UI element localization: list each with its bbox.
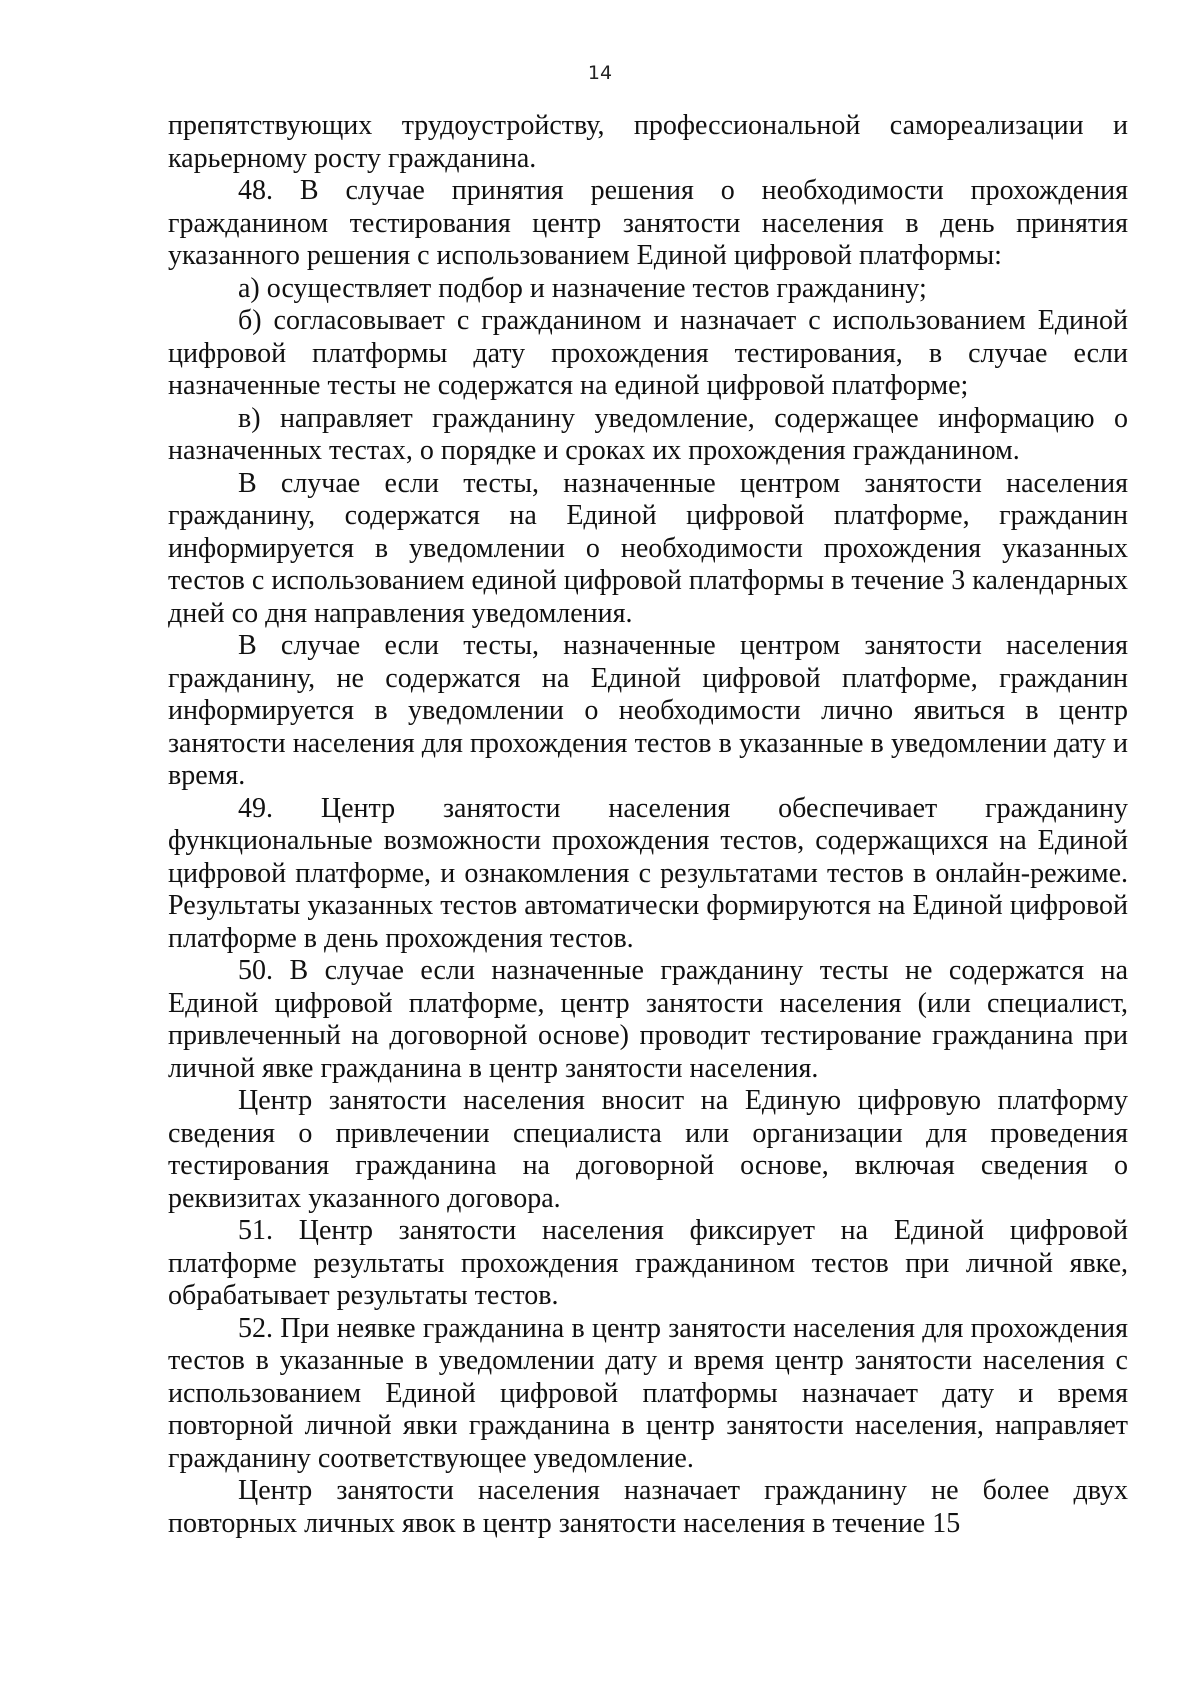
paragraph-48-b: б) согласовывает с гражданином и назначает с использованием Единой цифровой платформы дату прохождения тестирования, в случае если назначенные тесты не содержатся на единой цифровой платформе; [168,305,1128,401]
paragraph-52: 52. При неявке гражданина в центр занятости населения для прохождения тестов в указанные в уведомлении дату и время центр занятости населения с использованием Единой цифровой платформы назначает дату и время повторной личной явки гражданина в центр занятости населения, направляет гражданину соответствующее уведомление. [168,1312,1128,1474]
document-body [168,110,1128,1540]
paragraph-tests-not-on-platform: В случае если тесты, назначенные центром занятости населения гражданину, не содержатся на Единой цифровой платформе, гражданин информируется в уведомлении о необходимости лично явиться в центр занятости населения для прохождения тестов в указанные в уведомлении дату и время. [168,630,1128,791]
paragraph-48-v: в) направляет гражданину уведомление, содержащее информацию о назначенных тестах, о порядке и сроках их прохождения гражданином. [168,402,1128,466]
paragraph-48-a: а) осуществляет подбор и назначение тестов гражданину; [238,272,927,304]
paragraph-continuation: препятствующих трудоустройству, профессиональной самореализации и карьерному росту гражданина. [168,110,1128,174]
paragraph-tests-on-platform: В случае если тесты, назначенные центром занятости населения гражданину, содержатся на Единой цифровой платформе, гражданин информируется в уведомлении о необходимости прохождения указанных тестов с использованием единой цифровой платформы в течение 3 календарных дней со дня направления уведомления. [168,467,1128,629]
page-number: 14 [587,62,613,84]
paragraph-50: 50. В случае если назначенные гражданину тесты не содержатся на Единой цифровой платформе, центр занятости населения (или специалист, привлеченный на договорной основе) проводит тестирование гражданина при личной явке гражданина в центр занятости населения. [168,955,1128,1084]
paragraph-52-repeat: Центр занятости населения назначает гражданину не более двух повторных личных явок в центр занятости населения в течение 15 [168,1475,1128,1539]
paragraph-50-contract: Центр занятости населения вносит на Единую цифровую платформу сведения о привлечении специалиста или организации для проведения тестирования гражданина на договорной основе, включая сведения о реквизитах указанного договора. [168,1085,1128,1214]
paragraph-51: 51. Центр занятости населения фиксирует на Единой цифровой платформе результаты прохождения гражданином тестов при личной явке, обрабатывает результаты тестов. [168,1215,1128,1311]
paragraph-49: 49. Центр занятости населения обеспечивает гражданину функциональные возможности прохождения тестов, содержащихся на Единой цифровой платформе, и ознакомления с результатами тестов в онлайн-режиме. Результаты указанных тестов автоматически формируются на Единой цифровой платформе в день прохождения тестов. [168,792,1128,954]
paragraph-48: 48. В случае принятия решения о необходимости прохождения гражданином тестирования центр занятости населения в день принятия указанного решения с использованием Единой цифровой платформы: [168,175,1128,271]
